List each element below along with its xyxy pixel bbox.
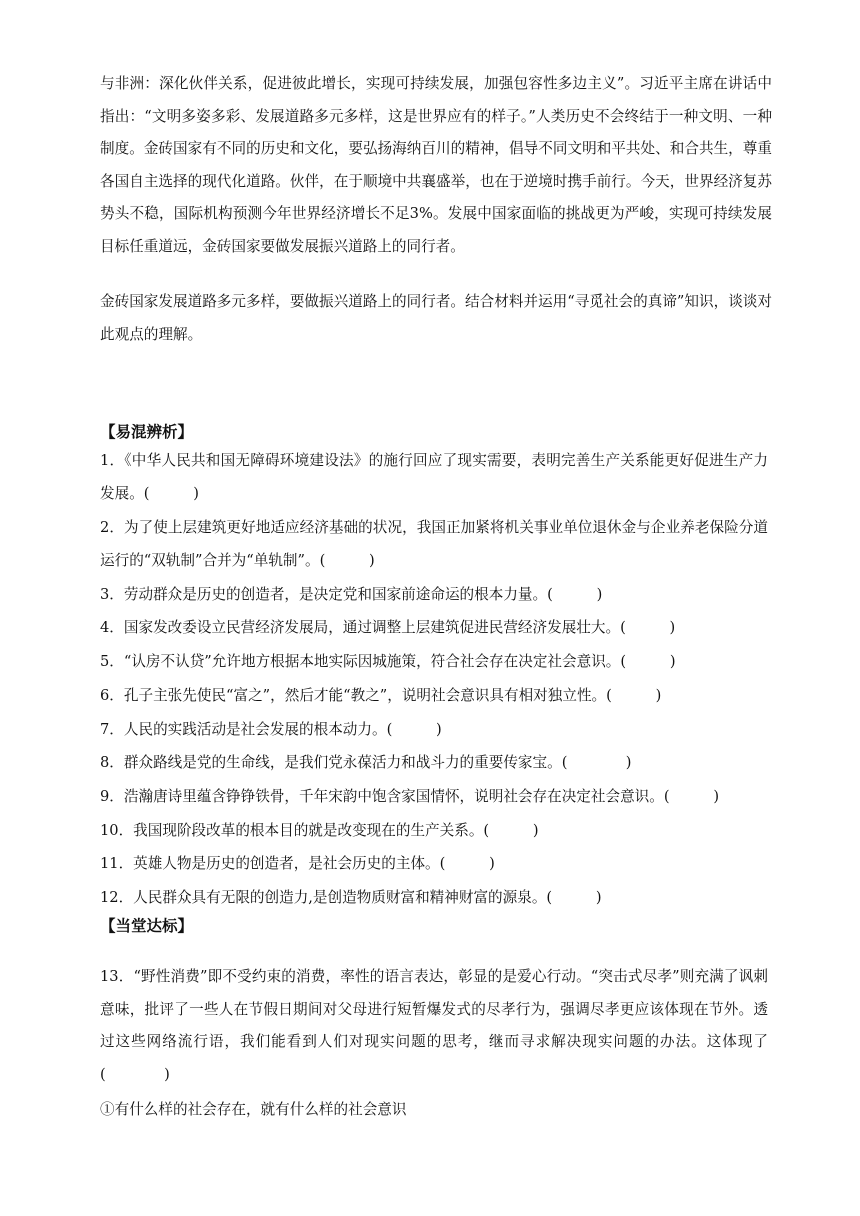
list-item: 8．群众路线是党的生命线，是我们党永葆活力和战斗力的重要传家宝。( ) (100, 754, 632, 771)
material-paragraph: 与非洲：深化伙伴关系，促进彼此增长，实现可持续发展，加强包容性多边主义”。习近平主席在讲话中指出：“文明多姿多彩、发展道路多元多样，这是世界应有的样子。”人类历史不会终结于一种文明、一种制度。金砖国家有不同的历史和文化，要弘扬海纳百川的精神，倡导不同文明和平共处、和合共生，尊重各国自主选择的现代化道路。伙伴，在于顺境中共襄盛举，也在于逆境时携手前行。今天，世界经济复苏势头不稳，国际机构预测今年世界经济增长不足3%。发展中国家面临的挑战更为严峻，实现可持续发展目标任重道远，金砖国家要做发展振兴道路上的同行者。 (100, 75, 772, 255)
list-item: 3．劳动群众是历史的创造者，是决定党和国家前途命运的根本力量。( ) (100, 586, 603, 603)
list-item: 2．为了使上层建筑更好地适应经济基础的状况，我国正加紧将机关事业单位退休金与企业养老保险分道运行的“双轨制”合并为“单轨制”。( ) (100, 519, 768, 569)
option-1: ①有什么样的社会存在，就有什么样的社会意识 (100, 1101, 407, 1118)
list-item: 5．“认房不认贷”允许地方根据本地实际因城施策，符合社会存在决定社会意识。( ) (100, 653, 676, 670)
list-item: 6．孔子主张先使民“富之”，然后才能“教之”，说明社会意识具有相对独立性。( ) (100, 687, 662, 704)
section-title-easy-confuse: 【易混辨析】 (100, 422, 194, 441)
section-title-class-standard: 【当堂达标】 (100, 916, 194, 935)
list-item: 12．人民群众具有无限的创造力,是创造物质财富和精神财富的源泉。( ) (100, 889, 602, 906)
list-item: 9．浩瀚唐诗里蕴含铮铮铁骨，千年宋韵中饱含家国情怀，说明社会存在决定社会意识。( ) (100, 788, 720, 805)
list-item: 1．《中华人民共和国无障碍环境建设法》的施行回应了现实需要，表明完善生产关系能更好促进生产力发展。( ) (100, 452, 768, 502)
list-item: 11．英雄人物是历史的创造者，是社会历史的主体。( ) (100, 855, 495, 872)
list-item: 10．我国现阶段改革的根本目的就是改变现在的生产关系。( ) (100, 822, 539, 839)
material-question: 金砖国家发展道路多元多样，要做振兴道路上的同行者。结合材料并运用“寻觅社会的真谛”知识，谈谈对此观点的理解。 (100, 293, 772, 343)
list-item: 7．人民的实践活动是社会发展的根本动力。( ) (100, 721, 442, 738)
list-item: 4．国家发改委设立民营经济发展局，通过调整上层建筑促进民营经济发展壮大。( ) (100, 619, 676, 636)
question-13: 13．“野性消费”即不受约束的消费，率性的语言表达，彰显的是爱心行动。“突击式尽孝”则充满了讽刺意味，批评了一些人在节假日期间对父母进行短暂爆发式的尽孝行为，强调尽孝更应该体现在节外。透过这些网络流行语，我们能看到人们对现实问题的思考，继而寻求解决现实问题的办法。这体现了( ) (100, 968, 768, 1083)
